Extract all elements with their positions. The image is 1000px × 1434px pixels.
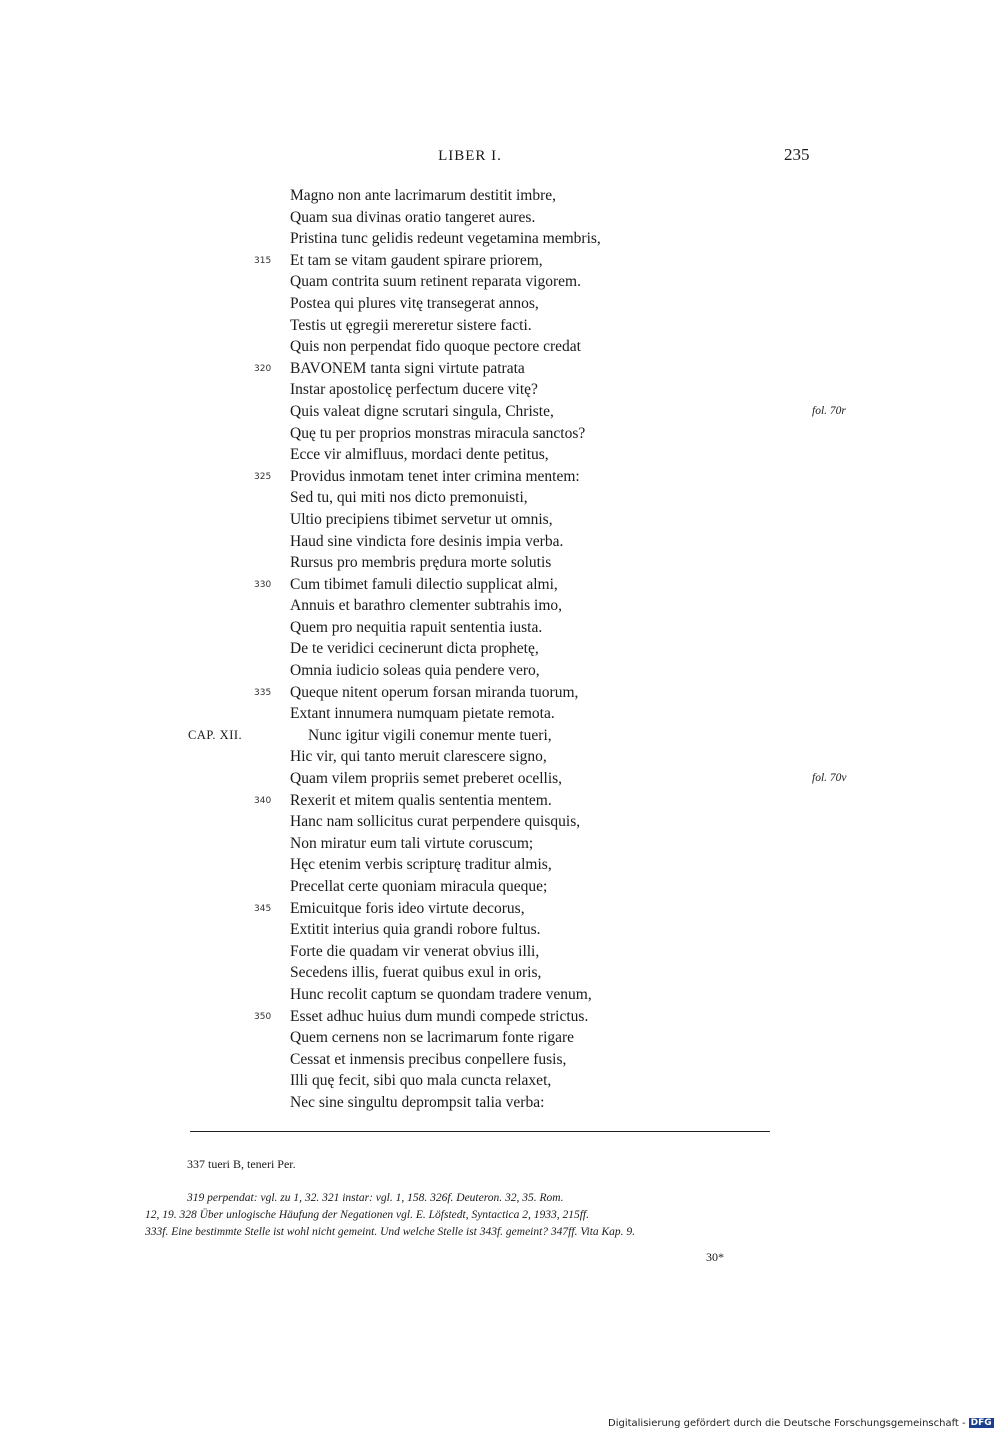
verse-text-line: De te veridici cecinerunt dicta prophetę, [290,640,539,658]
verse-text-line: Quam sua divinas oratio tangeret aures. [290,208,536,226]
verse-line [0,854,1000,876]
verse-line [0,1006,1000,1028]
verse-line [0,444,1000,466]
verse-text-line: Cum tibimet famuli dilectio supplicat almi, [290,575,558,593]
verse-line [0,984,1000,1006]
funding-credit [608,1418,994,1429]
commentary-notes [145,1190,817,1241]
verse-line [0,509,1000,531]
credit-text: Digitalisierung gefördert durch die Deutsche Forschungsgemeinschaft - [608,1418,966,1429]
verse-line [0,768,1000,790]
verse-line [0,401,1000,423]
verse-text-line: Secedens illis, fuerat quibus exul in oris, [290,964,542,982]
verse-text-line: Forte die quadam vir venerat obvius illi, [290,942,540,960]
line-number: 320 [254,363,272,374]
verse-line [0,487,1000,509]
folio-marginal-note: fol. 70r [812,404,846,417]
verse-text-line: Extant innumera numquam pietate remota. [290,705,555,723]
verse-text-line: Nunc igitur vigili conemur mente tueri, [308,726,552,744]
verse-text-line: Precellat certe quoniam miracula queque; [290,878,548,895]
dfg-logo: DFG [970,1418,992,1428]
verse-line [0,336,1000,358]
verse-text-line: Quem pro nequitia rapuit sententia iusta. [290,618,543,636]
verse-line [0,315,1000,337]
running-head: LIBER I. [438,148,502,164]
verse-line [0,703,1000,725]
verse-line [0,271,1000,293]
verse-text-line: Extitit interius quia grandi robore fultus. [290,921,541,939]
page-number: 235 [784,145,810,164]
verse-line [0,185,1000,207]
verse-text-line: Annuis et barathro clementer subtrahis imo, [290,597,563,615]
verse-text-line: Rexerit et mitem qualis sententia mentem. [290,791,552,809]
verse-line [0,595,1000,617]
verse-line [0,293,1000,315]
signature-mark: 30* [706,1250,724,1264]
chapter-label: CAP. XII. [188,727,243,742]
verse-line [0,228,1000,250]
verse-line [0,358,1000,380]
verse-line [0,617,1000,639]
line-number: 325 [254,471,272,482]
verse-text-line: Esset adhuc huius dum mundi compede strictus. [290,1007,589,1025]
verse-text-line: Cessat et inmensis precibus conpellere fusis, [290,1050,567,1068]
verse-line [0,552,1000,574]
verse-line [0,1049,1000,1071]
verse-line [0,1027,1000,1049]
verse-line [0,790,1000,812]
verse-line [0,423,1000,445]
verse-line [0,531,1000,553]
line-number: 330 [254,579,272,590]
verse-line [0,466,1000,488]
line-number: 350 [254,1011,272,1022]
verse-text-line: Ecce vir almifluus, mordaci dente petitus, [290,446,549,464]
verse-line [0,876,1000,898]
verse-line [0,207,1000,229]
verse-text-line: Illi quę fecit, sibi quo mala cuncta relaxet, [290,1072,552,1090]
verse-text-line: Haud sine vindicta fore desinis impia verba. [290,532,564,550]
verse-line [0,725,1000,747]
critical-apparatus: 337 tueri B, teneri Per. [187,1157,296,1171]
verse-text-line: Quam contrita suum retinent reparata vigorem. [290,273,581,291]
verse-text-line: Hanc nam sollicitus curat perpendere quisquis, [290,813,581,831]
verse-text-line: Non miratur eum tali virtute coruscum; [290,834,534,852]
note-line: 12, 19. 328 Über unlogische Häufung der Negationen vgl. E. Löfstedt, Syntactica 2, 1933, 215ff. [145,1209,589,1221]
verse-text-line: Quis non perpendat fido quoque pectore credat [290,338,581,356]
verse-text-line: Quam vilem propriis semet preberet ocellis, [290,770,563,788]
verse-text-line: Instar apostolicę perfectum ducere vitę? [290,381,538,399]
verse-line [0,898,1000,920]
verse-text-line: Hęc etenim verbis scripturę traditur almis, [290,856,552,874]
verse-line [0,379,1000,401]
note-line: 319 perpendat: vgl. zu 1, 32. 321 instar: vgl. 1, 158. 326f. Deuteron. 32, 35. Rom. [187,1192,564,1204]
verse-line [0,250,1000,272]
verse-line [0,638,1000,660]
verse-text-line: Postea qui plures vitę transegerat annos, [290,294,539,312]
verse-text-line: Hic vir, qui tanto meruit clarescere signo, [290,748,547,766]
verse-line [0,660,1000,682]
verse-text-line: Queque nitent operum forsan miranda tuorum, [290,683,579,701]
verse-line [0,746,1000,768]
verse-line [0,941,1000,963]
line-number: 340 [254,795,272,806]
verse-line [0,811,1000,833]
verse-text-line: Magno non ante lacrimarum destitit imbre, [290,187,557,204]
verse-text-line: Quem cernens non se lacrimarum fonte rigare [290,1029,575,1047]
verse-text-line: Nec sine singultu deprompsit talia verba: [290,1093,545,1111]
verse-text-line: Testis ut ęgregii mereretur sistere facti. [290,316,532,334]
verse-text-line: Rursus pro membris prędura morte solutis [290,554,552,572]
verse-line [0,1070,1000,1092]
verse-line [0,682,1000,704]
verse-text-line: Providus inmotam tenet inter crimina mentem: [290,467,580,485]
verse-text-line: Quis valeat digne scrutari singula, Christe, [290,402,554,420]
verse-text-line: BAVONEM tanta signi virtute patrata [290,359,525,377]
verse-line [0,962,1000,984]
verse-line [0,574,1000,596]
verse-line [0,833,1000,855]
verse-text-line: Hunc recolit captum se quondam tradere venum, [290,985,592,1003]
verse-text-line: Emicuitque foris ideo virtute decorus, [290,899,525,917]
verse-text-line: Ultio precipiens tibimet servetur ut omnis, [290,510,553,528]
folio-marginal-note: fol. 70v [812,772,847,785]
line-number: 335 [254,687,272,698]
line-number: 315 [254,255,272,266]
verse-text-line: Quę tu per proprios monstras miracula sanctos? [290,424,586,442]
verse-text-line: Et tam se vitam gaudent spirare priorem, [290,251,543,269]
line-number: 345 [254,903,272,914]
verse-text [0,185,1000,1114]
note-line: 333f. Eine bestimmte Stelle ist wohl nicht gemeint. Und welche Stelle ist 343f. gemeint? 347ff. Vita Kap. 9. [145,1226,636,1238]
footnote-rule [190,1131,770,1132]
verse-text-line: Sed tu, qui miti nos dicto premonuisti, [290,489,528,507]
verse-line [0,1092,1000,1114]
verse-text-line: Pristina tunc gelidis redeunt vegetamina membris, [290,230,601,248]
verse-text-line: Omnia iudicio soleas quia pendere vero, [290,662,540,680]
verse-line [0,919,1000,941]
